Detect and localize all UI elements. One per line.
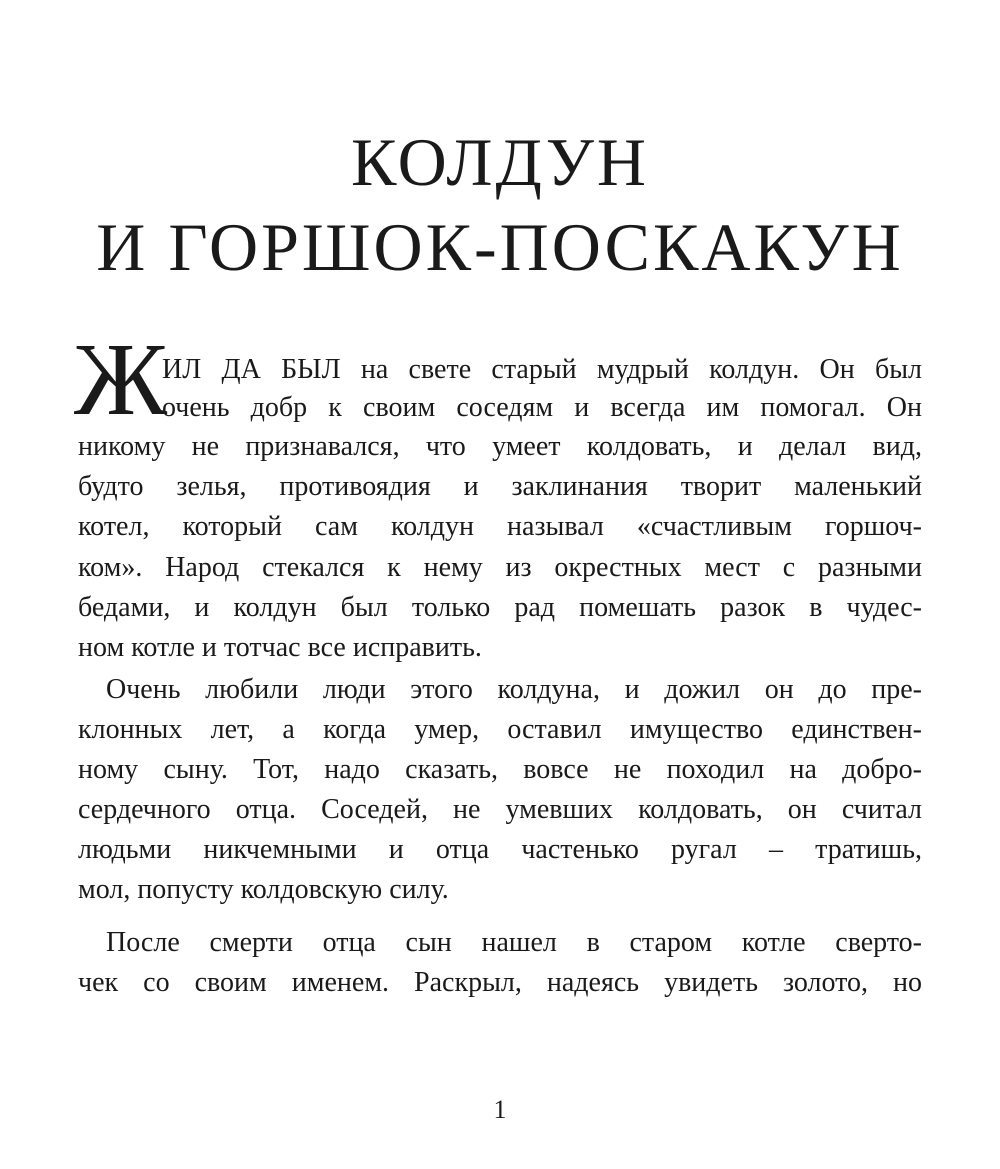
- text-line: будто зелья, противоядия и заклинания творит маленький: [78, 471, 922, 502]
- text-line: мол, попусту колдовскую силу.: [78, 874, 449, 905]
- text-line: очень добр к своим соседям и всегда им помогал. Он: [162, 392, 922, 423]
- text-line: людьми никчемными и отца частенько ругал – тратишь,: [78, 834, 922, 865]
- page-number: 1: [493, 1095, 507, 1124]
- text-line: ком». Народ стекался к нему из окрестных мест с разными: [78, 552, 922, 583]
- text-line: Очень любили люди этого колдуна, и дожил он до пре-: [106, 674, 922, 705]
- chapter-title-line-2: И ГОРШОК-ПОСКАКУН: [96, 209, 904, 285]
- text-line: клонных лет, а когда умер, оставил имущество единствен-: [78, 714, 922, 745]
- text-line: бедами, и колдун был только рад помешать разок в чудес-: [78, 592, 922, 623]
- text-line: котел, который сам колдун называл «счастливым горшоч-: [78, 511, 922, 542]
- drop-cap: Ж: [74, 322, 168, 437]
- text-line: чек со своим именем. Раскрыл, надеясь увидеть золото, но: [78, 967, 922, 998]
- text-line: ном котле и тотчас все исправить.: [78, 632, 482, 663]
- text-line: ному сыну. Тот, надо сказать, вовсе не походил на добро-: [78, 754, 922, 785]
- text-line: никому не признавался, что умеет колдовать, и делал вид,: [78, 431, 922, 462]
- text-line: сердечного отца. Соседей, не умевших колдовать, он считал: [78, 794, 922, 825]
- text-line: После смерти отца сын нашел в старом котле сверто-: [106, 927, 922, 958]
- text-line: ИЛ ДА БЫЛ на свете старый мудрый колдун. Он был: [162, 354, 922, 385]
- chapter-title-line-1: КОЛДУН: [351, 124, 649, 200]
